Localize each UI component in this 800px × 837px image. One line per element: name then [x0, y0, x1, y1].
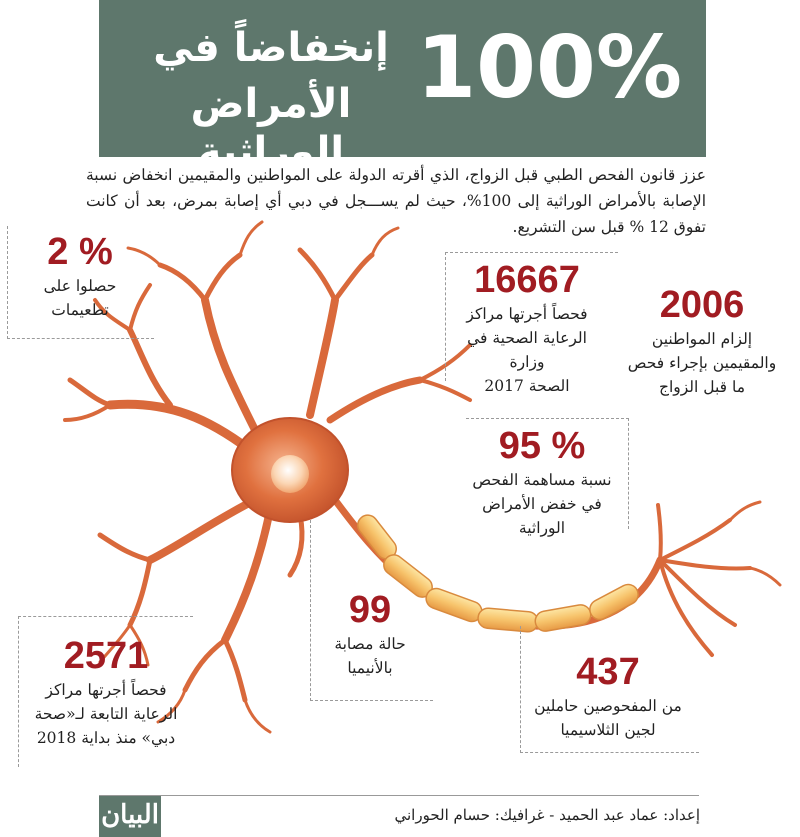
stat-vaccinated-label-2: تطعيمات: [51, 301, 109, 319]
stat-anemia: [318, 588, 422, 680]
headline-percent: 100%: [416, 18, 682, 118]
stat-law-year-value: 2006: [659, 284, 745, 326]
stat-contribution-label-3: الوراثية: [518, 519, 566, 537]
stat-health-ministry-label-3: الصحة 2017: [484, 377, 570, 395]
stat-vaccinated-value: 2 %: [47, 231, 113, 273]
publisher-logo: البيان: [99, 796, 161, 837]
stat-vaccinated: [20, 230, 140, 322]
stat-health-ministry-label-1: فحصاً أجرتها مراكز: [466, 305, 588, 323]
footer-credits: إعداد: عماد عبد الحميد - غرافيك: حسام الحوراني: [394, 806, 700, 824]
headline-line-2: الأمراض الوراثية: [190, 81, 352, 175]
stat-law-year-label-1: إلزام المواطنين: [651, 330, 753, 348]
stat-contribution-value: 95 %: [498, 425, 586, 467]
stat-thalassemia-label-2: لجين الثلاسيميا: [560, 721, 656, 739]
stat-anemia-value: 99: [348, 589, 392, 631]
stat-dubai-health-label-1: فحصاً أجرتها مراكز: [45, 681, 167, 699]
stat-thalassemia-label-1: من المفحوصين حاملين: [534, 697, 682, 715]
stat-dubai-health-label-2: الرعاية التابعة لـ«صحة: [34, 705, 178, 723]
stat-thalassemia-value: 437: [576, 651, 640, 693]
stat-law-year-label-2: والمقيمين بإجراء فحص: [627, 354, 777, 372]
intro-paragraph: عزز قانون الفحص الطبي قبل الزواج، الذي أقرته الدولة على المواطنين والمقيمين انخفاض نسبة الإصابة بالأمراض الوراثية إلى 100%، حيث لم يســـجل في دبي أي إصابة بمرض، بعد أن كانت تفوق 12 % قبل سن التشريع.: [86, 166, 706, 236]
stat-health-ministry: [452, 258, 602, 398]
stat-dubai-health-value: 2571: [63, 635, 149, 677]
stat-anemia-label-2: بالأنيميا: [347, 659, 393, 677]
stat-thalassemia: [524, 650, 692, 742]
stat-health-ministry-value: 16667: [474, 259, 580, 301]
stat-dubai-health: [26, 634, 186, 750]
stat-dubai-health-label-3: دبي» منذ بداية 2018: [36, 729, 176, 747]
stat-contribution-label-2: في خفض الأمراض: [482, 495, 602, 513]
stat-law-year-label-3: ما قبل الزواج: [658, 378, 746, 396]
stat-contribution-label-1: نسبة مساهمة الفحص: [472, 471, 612, 489]
stat-health-ministry-label-2: الرعاية الصحية في وزارة: [467, 329, 587, 371]
stat-anemia-label-1: حالة مصابة: [334, 635, 406, 653]
stat-contribution: [466, 424, 618, 540]
stat-vaccinated-label-1: حصلوا على: [43, 277, 117, 295]
stat-law-year: [612, 283, 792, 399]
headline-line-1: إنخفاضاً في: [153, 25, 389, 71]
